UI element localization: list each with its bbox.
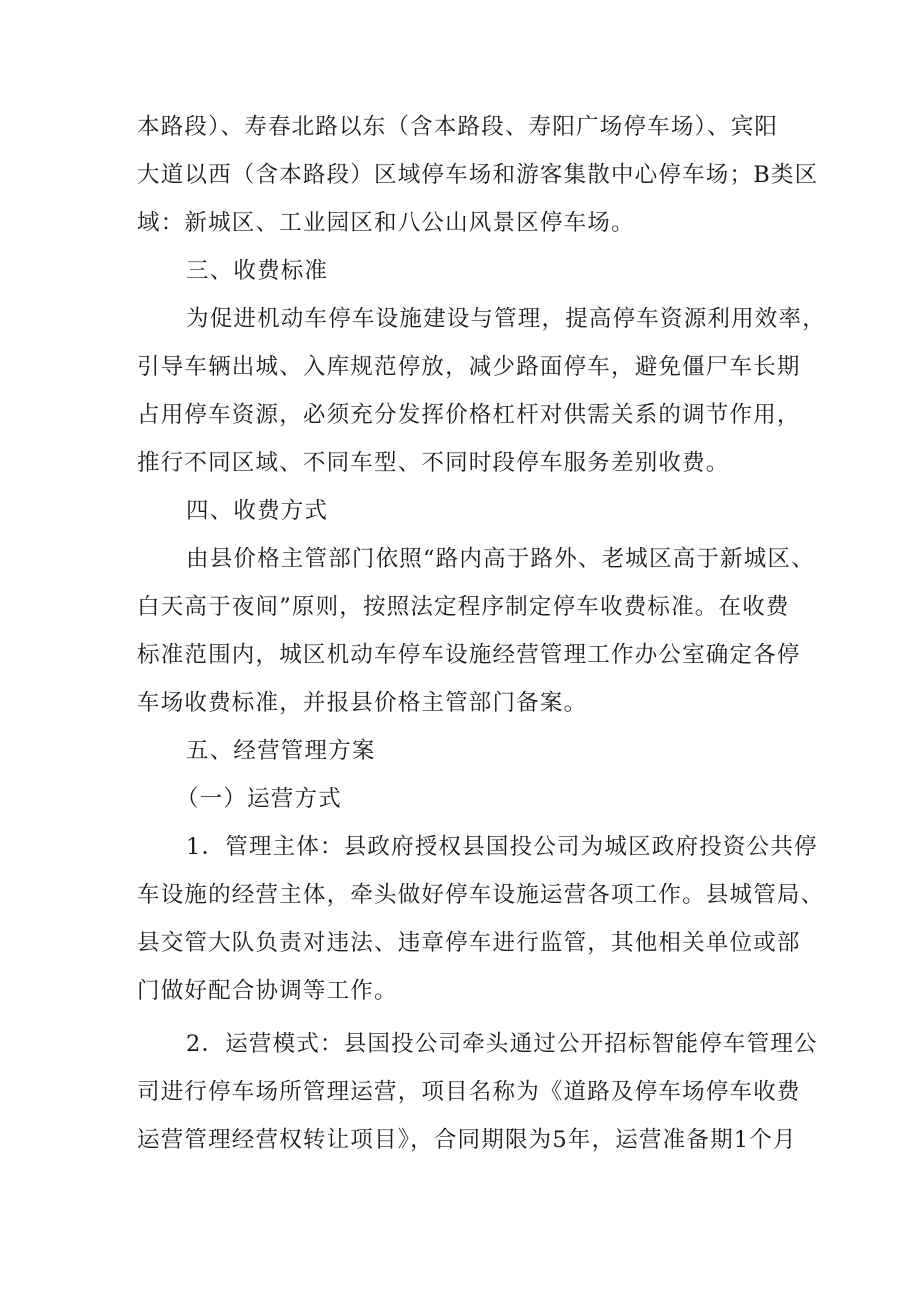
text-line: 车设施的经营主体，牵头做好停车设施运营各项工作。县城管局、 [137, 882, 825, 908]
text-line: 县交管大队负责对违法、违章停车进行监管，其他相关单位或部 [137, 930, 801, 956]
text-line: 占用停车资源，必须充分发挥价格杠杆对供需关系的调节作用， [137, 402, 801, 428]
text-line: 1．管理主体：县政府授权县国投公司为城区政府投资公共停 [186, 834, 818, 860]
section-heading: 五、经营管理方案 [186, 738, 376, 764]
text-line: 为促进机动车停车设施建设与管理，提高停车资源利用效率， [186, 306, 826, 332]
text-line: 推行不同区域、不同车型、不同时段停车服务差别收费。 [137, 450, 730, 476]
text-line: 域：新城区、工业园区和八公山风景区停车场。 [137, 210, 635, 236]
text-line: 司进行停车场所管理运营，项目名称为《道路及停车场停车收费 [137, 1079, 801, 1105]
text-line: 由县价格主管部门依照“路内高于路外、老城区高于新城区、 [186, 546, 815, 572]
text-line: 白天高于夜间”原则，按照法定程序制定停车收费标准。在收费 [137, 594, 790, 620]
text-line: 运营管理经营权转让项目》，合同期限为5年，运营准备期1个月 [137, 1127, 797, 1153]
text-line: 引导车辆出城、入库规范停放，减少路面停车，避免僵尸车长期 [137, 354, 801, 380]
section-heading: 三、收费标准 [186, 258, 329, 284]
text-line: 标准范围内，城区机动车停车设施经营管理工作办公室确定各停 [137, 642, 801, 668]
text-line: 门做好配合协调等工作。 [137, 978, 398, 1004]
text-line: 车场收费标准，并报县价格主管部门备案。 [137, 690, 588, 716]
text-line: 2．运营模式：县国投公司牵头通过公开招标智能停车管理公 [186, 1031, 818, 1057]
text-line: 大道以西（含本路段）区域停车场和游客集散中心停车场；B类区 [137, 162, 819, 188]
text-line: 本路段）、寿春北路以东（含本路段、寿阳广场停车场）、宾阳 [137, 114, 779, 140]
subsection-heading: （一）运营方式 [176, 786, 342, 812]
section-heading: 四、收费方式 [186, 498, 329, 524]
